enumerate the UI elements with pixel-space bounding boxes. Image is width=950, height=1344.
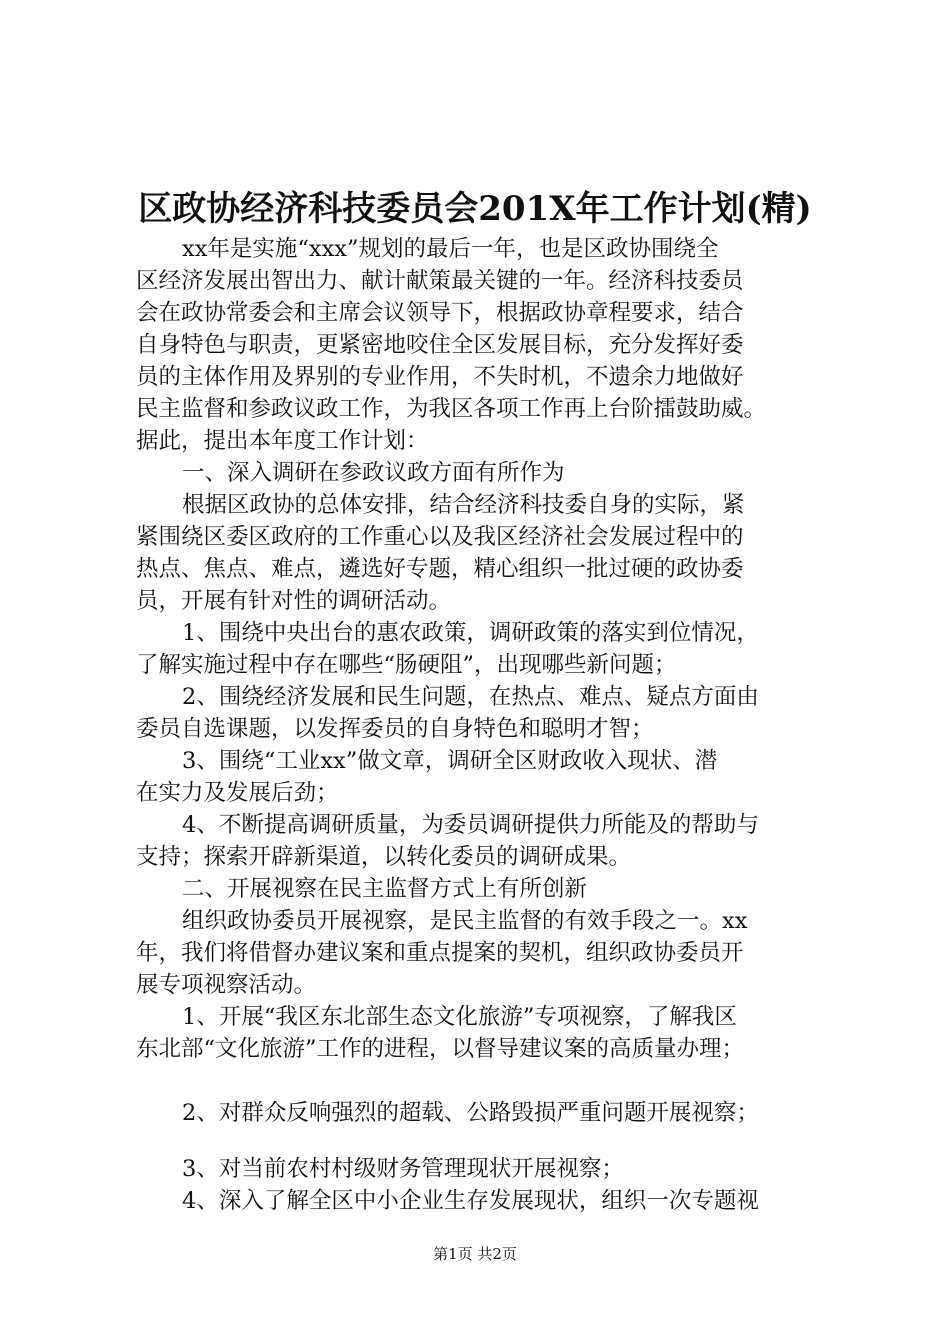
list-item: 1、开展“我区东北部生态文化旅游”专项视察，了解我区 — [182, 1004, 737, 1030]
body-line: 展专项视察活动。 — [136, 972, 317, 998]
body-line: 支持；探索开辟新渠道，以转化委员的调研成果。 — [136, 844, 632, 870]
list-item: 4、不断提高调研质量，为委员调研提供力所能及的帮助与 — [182, 812, 759, 838]
body-line: 东北部“文化旅游”工作的进程，以督导建议案的高质量办理； — [136, 1036, 745, 1062]
list-item: 4、深入了解全区中小企业生存发展现状，组织一次专题视 — [182, 1188, 759, 1214]
body-line: 员，开展有针对性的调研活动。 — [136, 588, 452, 614]
body-line: 了解实施过程中存在哪些“肠硬阻”，出现哪些新问题； — [136, 652, 677, 678]
body-line: 自身特色与职责，更紧密地咬住全区发展目标，充分发挥好委 — [136, 332, 744, 358]
body-line: xx年是实施“xxx”规划的最后一年，也是区政协围绕全 — [182, 236, 719, 262]
section-heading: 一、深入调研在参政议政方面有所作为 — [182, 460, 565, 486]
list-item: 2、对群众反响强烈的超载、公路毁损严重问题开展视察； — [182, 1100, 759, 1126]
body-line: 热点、焦点、难点，遴选好专题，精心组织一批过硬的政协委 — [136, 556, 744, 582]
list-item: 2、围绕经济发展和民生问题，在热点、难点、疑点方面由 — [182, 684, 759, 710]
page-number: 第1页 共2页 — [433, 1245, 517, 1263]
list-item: 1、围绕中央出台的惠农政策，调研政策的落实到位情况， — [182, 620, 759, 646]
body-line: 在实力及发展后劲； — [136, 780, 339, 806]
document-title: 区政协经济科技委员会201X年工作计划(精) — [138, 189, 812, 229]
body-line: 员的主体作用及界别的专业作用，不失时机，不遗余力地做好 — [136, 364, 744, 390]
body-line: 委员自选课题，以发挥委员的自身特色和聪明才智； — [136, 716, 654, 742]
body-line: 区经济发展出智出力、献计献策最关键的一年。经济科技委员 — [136, 268, 744, 294]
body-line: 据此，提出本年度工作计划： — [136, 428, 429, 454]
body-line: 组织政协委员开展视察，是民主监督的有效手段之一。xx — [182, 908, 748, 934]
body-line: 会在政协常委会和主席会议领导下，根据政协章程要求，结合 — [136, 300, 744, 326]
section-heading: 二、开展视察在民主监督方式上有所创新 — [182, 876, 588, 902]
body-line: 民主监督和参政议政工作，为我区各项工作再上台阶擂鼓助威。 — [136, 396, 767, 422]
body-line: 根据区政协的总体安排，结合经济科技委自身的实际，紧 — [182, 492, 745, 518]
body-line: 紧围绕区委区政府的工作重心以及我区经济社会发展过程中的 — [136, 524, 744, 550]
list-item: 3、围绕“工业xx”做文章，调研全区财政收入现状、潜 — [182, 748, 718, 774]
list-item: 3、对当前农村村级财务管理现状开展视察； — [182, 1156, 624, 1182]
body-line: 年，我们将借督办建议案和重点提案的契机，组织政协委员开 — [136, 940, 744, 966]
